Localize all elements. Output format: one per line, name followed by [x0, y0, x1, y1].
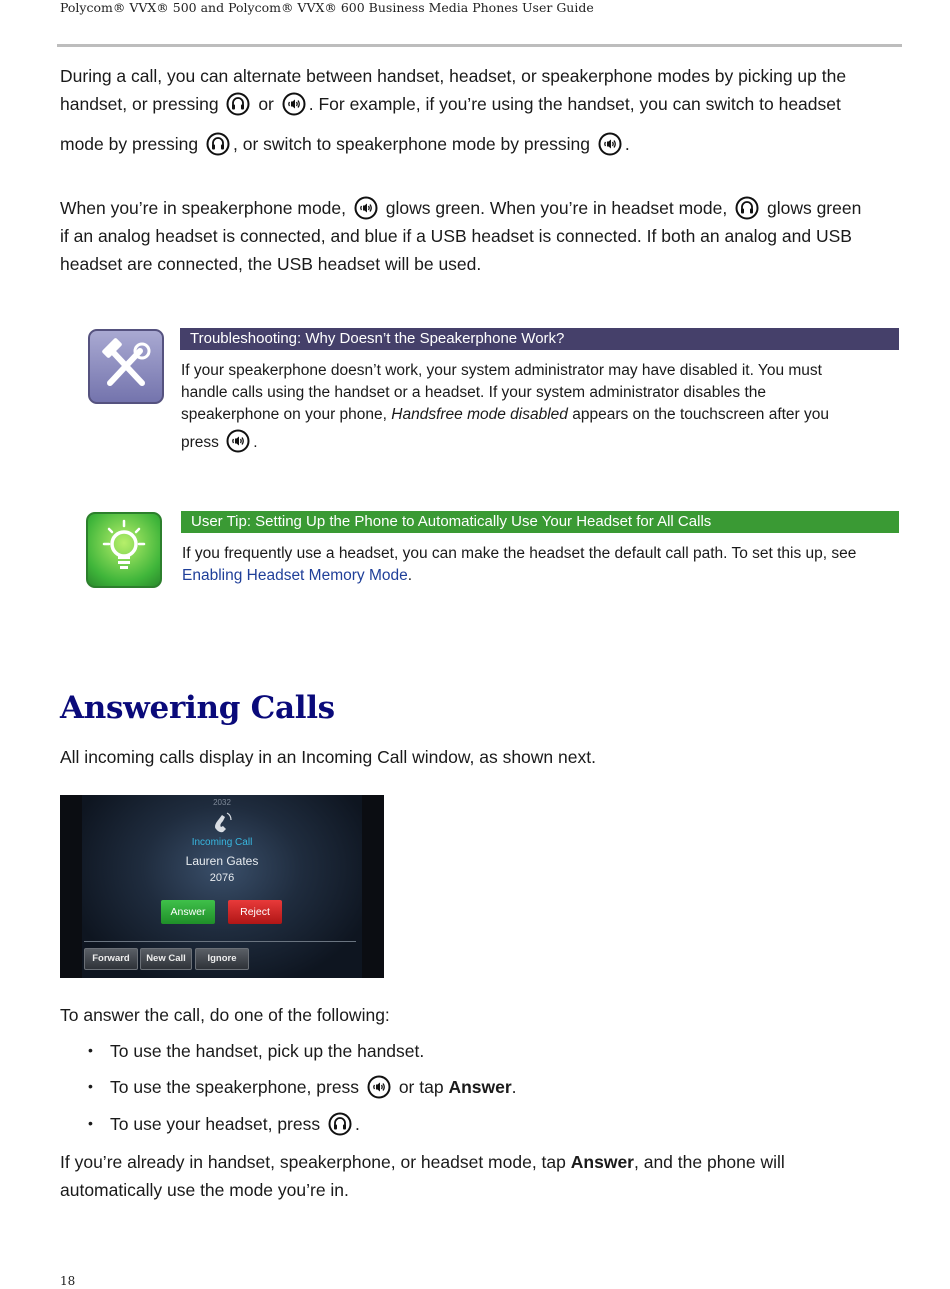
step-text: To use the speakerphone, press — [110, 1077, 360, 1097]
caller-name: Lauren Gates — [185, 854, 259, 868]
headset-memory-link[interactable]: Enabling Headset Memory Mode — [182, 567, 408, 584]
softkey-forward[interactable]: Forward — [84, 948, 138, 970]
speakerphone-icon — [226, 429, 250, 453]
bullet: • — [88, 1042, 93, 1058]
step-text: . — [355, 1114, 360, 1134]
user-tip-line-2 — [182, 565, 412, 587]
intro-text: . — [624, 134, 630, 154]
headset-icon — [735, 196, 759, 220]
incoming-call-screenshot — [60, 795, 384, 978]
step-text: . — [511, 1077, 517, 1097]
closing-text: , and the phone will — [633, 1152, 785, 1172]
step-text: To use your headset, press — [110, 1114, 321, 1134]
answer-button[interactable]: Answer — [161, 900, 215, 924]
headset-icon — [206, 132, 230, 156]
phone-screen — [82, 795, 362, 978]
reject-button[interactable]: Reject — [228, 900, 282, 924]
speakerphone-icon — [282, 92, 306, 116]
header-rule — [57, 44, 902, 47]
headset-icon — [226, 92, 250, 116]
note-text: press — [181, 434, 219, 451]
step-text: or tap — [398, 1077, 444, 1097]
softkey-divider — [84, 941, 356, 942]
tools-icon — [88, 329, 164, 404]
speakerphone-icon — [367, 1075, 391, 1099]
page-number: 18 — [60, 1274, 76, 1288]
note-text: appears on the touchscreen after you — [572, 406, 830, 423]
troubleshooting-title: Troubleshooting: Why Doesn’t the Speakerphone Work? — [180, 328, 899, 350]
note-text: speakerphone on your phone, — [181, 406, 387, 423]
step-handset: To use the handset, pick up the handset. — [110, 1041, 425, 1061]
user-tip-line-1: If you frequently use a headset, you can make the headset the default call path. To set this up, see — [182, 545, 857, 562]
closing-text: If you’re already in handset, speakerphone, or headset mode, tap — [60, 1152, 566, 1172]
troubleshooting-line-1: If your speakerphone doesn’t work, your system administrator may have disabled it. You must — [181, 362, 822, 379]
intro-text: or — [258, 94, 274, 114]
bullet: • — [88, 1078, 93, 1094]
closing-answer-bold: Answer — [570, 1152, 634, 1172]
mode-text: glows green. When you’re in headset mode, — [385, 198, 728, 218]
troubleshooting-line-3 — [181, 404, 829, 426]
closing-line-2: automatically use the mode you’re in. — [60, 1180, 349, 1200]
speakerphone-icon — [354, 196, 378, 220]
section-heading: Answering Calls — [60, 690, 335, 726]
caller-number: 2076 — [209, 872, 235, 884]
intro-line-2 — [60, 90, 841, 118]
note-text: . — [253, 434, 258, 451]
section-intro: All incoming calls display in an Incoming Call window, as shown next. — [60, 747, 596, 767]
lightbulb-icon — [86, 512, 162, 588]
intro-text: mode by pressing — [60, 134, 199, 154]
intro-line-1: During a call, you can alternate between handset, headset, or speakerphone modes by picking up the — [60, 66, 847, 86]
closing-line-1 — [60, 1148, 785, 1176]
phone-handset-icon — [210, 809, 236, 835]
steps-lead: To answer the call, do one of the following: — [60, 1005, 390, 1025]
troubleshooting-line-4 — [181, 429, 258, 454]
softkey-new-call[interactable]: New Call — [140, 948, 192, 970]
user-tip-title: User Tip: Setting Up the Phone to Automatically Use Your Headset for All Calls — [181, 511, 899, 533]
step-headset — [110, 1110, 360, 1138]
mode-line-2: if an analog headset is connected, and blue if a USB headset is connected. If both an analog and USB — [60, 226, 852, 246]
headset-icon — [328, 1112, 352, 1136]
speakerphone-icon — [598, 132, 622, 156]
mode-text: glows green — [766, 198, 862, 218]
line-number: 2032 — [213, 798, 231, 807]
mode-line-3: headset are connected, the USB headset will be used. — [60, 254, 482, 274]
intro-text: . For example, if you’re using the handset, you can switch to headset — [308, 94, 841, 114]
intro-text: handset, or pressing — [60, 94, 219, 114]
mode-line-1 — [60, 194, 861, 222]
troubleshooting-line-2: handle calls using the handset or a headset. If your system administrator disables the — [181, 384, 767, 401]
mode-text: When you’re in speakerphone mode, — [60, 198, 347, 218]
note-text: . — [407, 567, 413, 584]
intro-line-3 — [60, 130, 630, 158]
intro-text: , or switch to speakerphone mode by pressing — [233, 134, 591, 154]
softkey-ignore[interactable]: Ignore — [195, 948, 249, 970]
running-header: Polycom® VVX® 500 and Polycom® VVX® 600 Business Media Phones User Guide — [60, 0, 594, 15]
note-emphasis: Handsfree mode disabled — [391, 406, 568, 423]
bullet: • — [88, 1115, 93, 1131]
call-status: Incoming Call — [191, 837, 253, 848]
step-speakerphone — [110, 1073, 517, 1101]
step-answer-bold: Answer — [448, 1077, 512, 1097]
